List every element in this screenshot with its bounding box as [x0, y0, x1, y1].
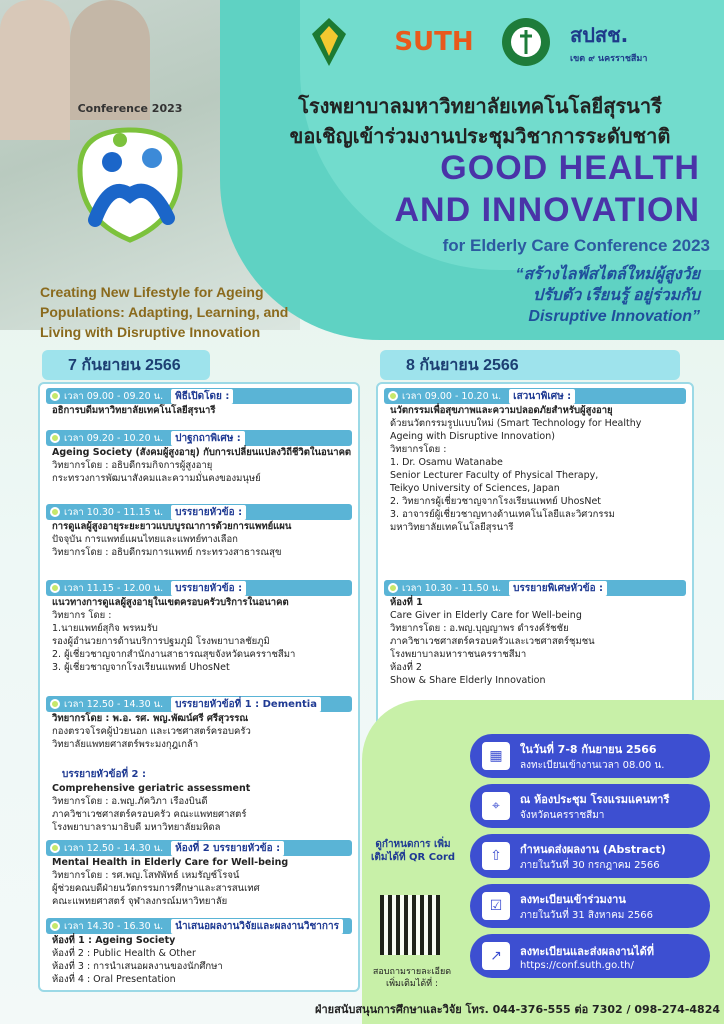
session-tag: บรรยายหัวข้อที่ 2 :: [58, 767, 150, 782]
session-time: เวลา 11.15 - 12.00 น.: [64, 582, 164, 594]
day1-session-4: [46, 580, 352, 674]
session-time-bar: [46, 388, 352, 404]
upload-icon: ⇧: [482, 842, 510, 870]
sut-emblem-icon: [306, 14, 352, 70]
conference-logo-icon: [60, 100, 200, 250]
day2-schedule: [376, 382, 694, 732]
session-line: ด้วยนวัตกรรมรูปแบบใหม่ (Smart Technology for Healthy: [390, 418, 642, 429]
register-line-2: ภายในวันที่ 31 สิงหาคม 2566: [520, 909, 654, 921]
session-tag: นำเสนอผลงานวิจัยและผลงานวิชาการ: [171, 919, 343, 934]
session-time-bar: [46, 840, 352, 856]
session-line: ห้องที่ 4 : Oral Presentation: [52, 974, 176, 985]
session-time-bar: [46, 918, 352, 934]
session-time-bar: [46, 766, 352, 782]
session-line: Care Giver in Elderly Care for Well-being: [390, 610, 582, 621]
session-time-bar: [384, 580, 686, 596]
session-time: เวลา 12.50 - 14.30 น.: [64, 698, 164, 710]
session-line: Ageing Society (สังคมผู้สูงอายุ) กับการเปลี่ยนแปลงวิถีชีวิตในอนาคต: [52, 447, 352, 458]
session-line: Senior Lecturer Faculty of Physical Therapy,: [390, 470, 599, 481]
clock-icon: [50, 391, 60, 401]
session-time-bar: [46, 430, 352, 446]
day1-session-5: [46, 696, 352, 751]
session-line: วิทยากรโดย : อ.พญ.ภัควิภา เรืองบินดี: [52, 796, 208, 807]
session-line: ปัจจุบัน การแพทย์แผนไทยและแพทย์ทางเลือก: [52, 534, 238, 545]
thai-theme-quote: [400, 264, 700, 327]
session-time: เวลา 12.50 - 14.30 น.: [64, 842, 164, 854]
session-line: วิทยากรโดย : พ.อ. รศ. พญ.พัฒน์ศรี ศรีสุวรรณ: [52, 713, 249, 724]
session-time: เวลา 10.30 - 11.15 น.: [64, 506, 164, 518]
session-line: คณะแพทยศาสตร์ จุฬาลงกรณ์มหาวิทยาลัย: [52, 896, 228, 907]
session-time: เวลา 14.30 - 16.30 น.: [64, 920, 164, 932]
english-theme-line-3: Living with Disruptive Innovation: [40, 324, 261, 340]
session-line: ห้องที่ 3 : การนำเสนอผลงานของนักศึกษา: [52, 961, 223, 972]
moph-logo: [498, 14, 554, 70]
venue-info: [470, 784, 710, 828]
session-tag: ห้องที่ 2 บรรยายหัวข้อ :: [171, 841, 284, 856]
qr-note: สอบถามรายละเอียด เพิ่มเติมได้ที่ :: [372, 967, 452, 989]
session-line: อธิการบดีมหาวิทยาลัยเทคโนโลยีสุรนารี: [52, 405, 216, 416]
day1-session-1: [46, 388, 352, 417]
session-time-bar: [46, 696, 352, 712]
session-line: ภาควิชาเวชศาสตร์ครอบครัวและเวชศาสตร์ชุมชน: [390, 636, 595, 647]
nhso-logo: [570, 14, 710, 70]
session-line: ภาควิชาเวชศาสตร์ครอบครัว คณะแพทยศาสตร์: [52, 809, 247, 820]
day1-session-2: [46, 430, 352, 485]
day1-session-3: [46, 504, 352, 559]
sut-emblem: [304, 14, 354, 70]
session-line: วิทยากรโดย : รศ.พญ.โสฬพัทธ์ เหมรัญช์โรจน์: [52, 870, 240, 881]
session-line: 1.นายแพทย์สุกิจ พรหมรับ: [52, 623, 158, 634]
registration-url[interactable]: https://conf.suth.go.th/: [520, 959, 634, 971]
session-line: Mental Health in Elderly Care for Well-being: [52, 857, 289, 868]
abstract-deadline: [470, 834, 710, 878]
hospital-name: โรงพยาบาลมหาวิทยาลัยเทคโนโลยีสุรนารี: [298, 96, 662, 118]
session-line: วิทยากรโดย : อ.พญ.บุญญาพร ดำรงค์รัชชัย: [390, 623, 569, 634]
day1-schedule: [38, 382, 360, 992]
session-line: โรงพยาบาลรามาธิบดี มหาวิทยาลัยมหิดล: [52, 822, 221, 833]
moph-emblem-icon: [500, 16, 552, 68]
session-line: นวัตกรรมเพื่อสุขภาพและความปลอดภัยสำหรับผู้สูงอายุ: [390, 405, 613, 416]
quote-line-2: ปรับตัว เรียนรู้ อยู่ร่วมกับ: [532, 287, 700, 304]
english-theme-line-2: Populations: Adapting, Learning, and: [40, 304, 289, 320]
session-time-bar: [46, 504, 352, 520]
session-tag: บรรยายหัวข้อ :: [171, 505, 246, 520]
session-line: 3. อาจารย์ผู้เชี่ยวชาญทางด้านเทคโนโลยีและวิศวกรรม: [390, 509, 615, 520]
good-health-title: GOOD HEALTH: [440, 149, 700, 187]
session-line: Comprehensive geriatric assessment: [52, 783, 251, 794]
session-line: กระทรวงการพัฒนาสังคมและความมั่นคงของมนุษย์: [52, 473, 261, 484]
external-link-icon: ↗: [482, 942, 510, 970]
session-tag: บรรยายหัวข้อที่ 1 : Dementia: [171, 697, 321, 712]
session-line: ผู้ช่วยคณบดีฝ่ายนวัตกรรมการศึกษาและสารสนเทศ: [52, 883, 260, 894]
conference-subtitle: for Elderly Care Conference 2023: [442, 236, 710, 255]
link-line-1: ลงทะเบียนและส่งผลงานได้ที่: [520, 944, 654, 958]
session-tag: ปาฐกถาพิเศษ :: [171, 431, 245, 446]
session-line: รองผู้อำนวยการด้านบริการปฐมภูมิ โรงพยาบาลชัยภูมิ: [52, 636, 270, 647]
calendar-icon: ▦: [482, 742, 510, 770]
session-line: การดูแลผู้สูงอายุระยะยาวแบบบูรณาการด้วยการแพทย์แผน: [52, 521, 292, 532]
venue-line-2: จังหวัดนครราชสีมา: [520, 809, 605, 821]
english-theme-line-1: Creating New Lifestyle for Ageing: [40, 284, 264, 300]
nhso-region-text: เขต ๙ นครราชสีมา: [570, 54, 648, 64]
session-line: วิทยากรโดย :: [390, 444, 447, 455]
session-line: 2. ผู้เชี่ยวชาญจากสำนักงานสาธารณสุขจังหวัดนครราชสีมา: [52, 649, 296, 660]
english-theme: [40, 282, 380, 342]
abstract-line-2: ภายในวันที่ 30 กรกฎาคม 2566: [520, 859, 660, 871]
quote-line-1: “สร้างไลฟ์สไตล์ใหม่ผู้สูงวัย: [515, 266, 700, 283]
registration-deadline: [470, 884, 710, 928]
register-line-1: ลงทะเบียนเข้าร่วมงาน: [520, 892, 626, 906]
clock-icon: [50, 699, 60, 709]
session-line: วิทยากรโดย : อธิบดีกรมการแพทย์ กระทรวงสาธารณสุข: [52, 547, 282, 558]
session-line: 2. วิทยากรผู้เชี่ยวชาญจากโรงเรียนแพทย์ UhosNet: [390, 496, 602, 507]
session-line: Ageing with Disruptive Innovation): [390, 431, 555, 442]
session-line: ห้องที่ 2: [390, 662, 422, 673]
session-tag: พิธีเปิดโดย :: [171, 389, 233, 404]
clock-icon: [50, 843, 60, 853]
session-time: เวลา 10.30 - 11.50 น.: [402, 582, 502, 594]
date-info-line-2: ลงทะเบียนเข้างานเวลา 08.00 น.: [520, 759, 665, 771]
contact-footer: ฝ่ายสนับสนุนการศึกษาและวิจัย โทร. 044-376-555 ต่อ 7302 / 098-274-4824: [315, 1003, 720, 1016]
and-innovation-title: AND INNOVATION: [394, 191, 700, 229]
session-line: ห้องที่ 1: [390, 597, 423, 608]
clock-icon: [50, 507, 60, 517]
session-line: ห้องที่ 1 : Ageing Society: [52, 935, 176, 946]
day1-session-8: [46, 918, 352, 986]
session-time-bar: [384, 388, 686, 404]
session-tag: เสวนาพิเศษ :: [509, 389, 575, 404]
session-line: มหาวิทยาลัยเทคโนโลยีสุรนารี: [390, 522, 514, 533]
session-line: 1. Dr. Osamu Watanabe: [390, 457, 503, 468]
session-line: ห้องที่ 2 : Public Health & Other: [52, 948, 196, 959]
session-time: เวลา 09.20 - 10.20 น.: [64, 432, 164, 444]
quote-line-3: Disruptive Innovation”: [528, 308, 700, 325]
day2-session-2: [384, 580, 686, 687]
session-tag: บรรยายหัวข้อ :: [171, 581, 246, 596]
clock-icon: [50, 433, 60, 443]
session-line: วิทยาลัยแพทยศาสตร์พระมงกุฎเกล้า: [52, 739, 199, 750]
session-tag: บรรยายพิเศษหัวข้อ :: [509, 581, 607, 596]
registration-link[interactable]: [470, 934, 710, 978]
session-time-bar: [46, 580, 352, 596]
session-line: แนวทางการดูแลผู้สูงอายุในเขตครอบครัวบริการในอนาคต: [52, 597, 289, 608]
invitation-line: ขอเชิญเข้าร่วมงานประชุมวิชาการระดับชาติ: [289, 126, 671, 148]
day1-session-6: [46, 766, 352, 834]
day1-session-7: [46, 840, 352, 908]
session-line: Show & Share Elderly Innovation: [390, 675, 546, 686]
session-time: เวลา 09.00 - 10.20 น.: [402, 390, 502, 402]
session-time: เวลา 09.00 - 09.20 น.: [64, 390, 164, 402]
session-line: โรงพยาบาลมหาราชนครราชสีมา: [390, 649, 527, 660]
date-info-line-1: ในวันที่ 7-8 กันยายน 2566: [520, 742, 657, 756]
qr-title: ดูกำหนดการ เพิ่มเติมได้ที่ QR Cord: [370, 839, 456, 863]
qr-code[interactable]: [380, 895, 440, 955]
session-line: วิทยากร โดย :: [52, 610, 112, 621]
sponsor-logos: [304, 14, 714, 74]
day1-label: 7 กันยายน 2566: [42, 350, 210, 380]
session-line: 3. ผู้เชี่ยวชาญจากโรงเรียนแพทย์ UhosNet: [52, 662, 230, 673]
clock-icon: [388, 391, 398, 401]
clock-icon: [388, 583, 398, 593]
conf-logo-text: Conference 2023: [77, 102, 183, 115]
session-line: กองตรวจโรคผู้ป่วยนอก และเวชศาสตร์ครอบครัว: [52, 726, 251, 737]
conference-logo: [60, 100, 200, 250]
abstract-line-1: กำหนดส่งผลงาน (Abstract): [520, 842, 666, 856]
session-line: วิทยากรโดย : อธิบดีกรมกิจการผู้สูงอายุ: [52, 460, 213, 471]
location-pin-icon: ⌖: [482, 792, 510, 820]
date-info: [470, 734, 710, 778]
day2-label: 8 กันยายน 2566: [380, 350, 680, 380]
clock-icon: [50, 583, 60, 593]
session-line: Teikyo University of Sciences, Japan: [390, 483, 560, 494]
venue-line-1: ณ ห้องประชุม โรงแรมแคนทารี: [520, 792, 670, 806]
nhso-logo-text: สปสช.: [570, 23, 629, 47]
day2-session-1: [384, 388, 686, 534]
clock-icon: [50, 921, 60, 931]
suth-logo: SUTH: [394, 27, 474, 57]
registration-form-icon: ☑: [482, 892, 510, 920]
